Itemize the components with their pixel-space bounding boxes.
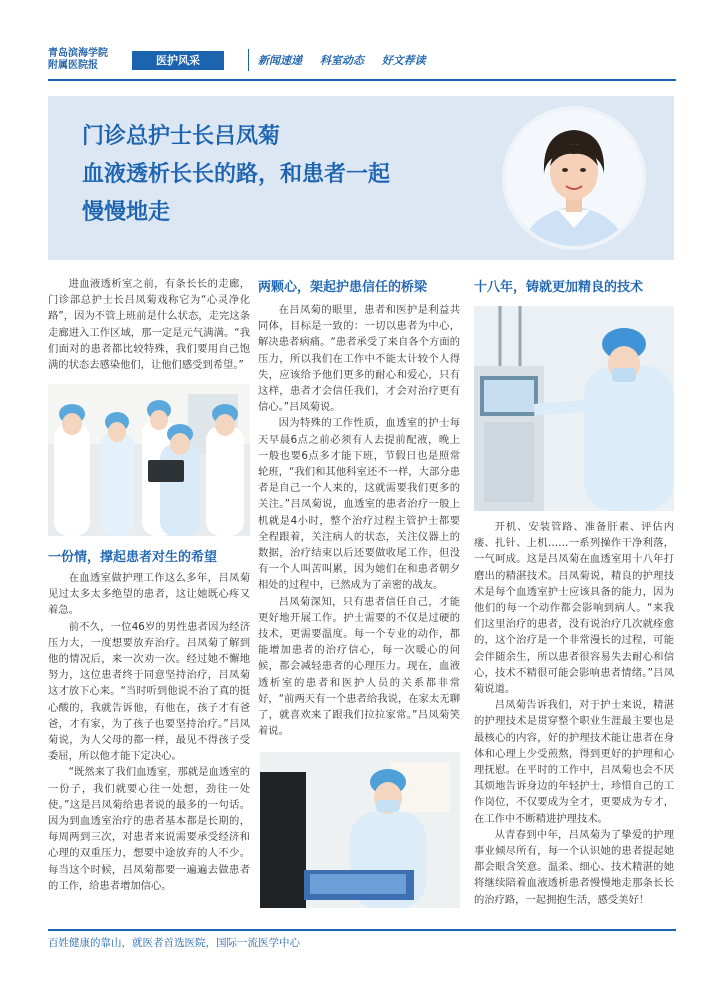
dialysis-machine-photo: [474, 306, 674, 511]
col1-paragraph: 在血透室做护理工作这么多年，吕凤菊见过太多太多绝望的患者，这让她既心疼又着急。: [48, 572, 250, 617]
footer-rule: [48, 929, 676, 931]
col1-paragraph: “既然来了我们血透室，那就是血透室的一份子，我们就要心往一处想，劲往一处使。”这是吕凤菊给患者说的最多的一句话。因为到血透室治疗的患者基本都是长期的，每周两到三次，对患者来说需要承受经济和心理的双重压力，想要中途放弃的人不少。每当这个时候，吕凤菊都要一遍遍去做患者的工作，给患者增加信心。: [48, 766, 250, 892]
nurse-at-computer-photo: [260, 752, 460, 908]
portrait-photo: [506, 110, 642, 246]
nav-links: [258, 52, 440, 68]
column-1: [48, 276, 250, 373]
nav-dept[interactable]: 科室动态: [319, 54, 364, 67]
column-3-body: [474, 519, 674, 908]
newspaper-brand: [48, 48, 114, 72]
col2-paragraph: 因为特殊的工作性质，血透室的护士每天早晨6点之前必须有人去提前配液，晚上一般也要6点多才能下班，节假日也是照常轮班，“我们和其他科室还不一样，大部分患者是自己一个人来的，这就需要我们更多的关注。”吕凤菊说，血透室的患者治疗一般上机就是4小时，整个治疗过程主管护士都要全程跟着，关注病人的状态，关注仪器上的数据，治疗结束以后还要做收尾工作，但没有一个人叫苦叫累，因为她们在和患者朝夕相处的过程中，已然成为了亲密的战友。: [258, 417, 460, 592]
column-2-body: [258, 302, 460, 739]
col2-paragraph: 在吕凤菊的眼里，患者和医护是利益共同体，目标是一致的：一切以患者为中心，解决患者病痛。“患者承受了来自各个方面的压力，所以我们在工作中不能太计较个人得失，应该给予他们更多的耐心和爱心，只有这样，患者才会信任我们，才会对治疗更有信心。”吕凤菊说。: [258, 304, 460, 414]
masthead: [48, 46, 676, 76]
hero-banner: [48, 96, 674, 260]
top-rule: [48, 79, 676, 81]
section-tag: 医护风采: [132, 51, 224, 70]
title-line-3: 慢慢地走: [82, 200, 171, 225]
nurses-group-photo: [48, 384, 250, 536]
col1-paragraph: 前不久，一位46岁的男性患者因为经济压力大，一度想要放弃治疗。吕凤菊了解到他的情况后，来一次劝一次。经过她不懈地努力，这位患者终于同意坚持治疗，吕凤菊这才放下心来。“当时听到他说不治了真的挺心酸的，我就告诉他，有他在，孩子才有爸爸，才有家，为了孩子也要坚持治疗。”吕凤菊说，为人父母的都一样，最见不得孩子受委屈，所以他才能下定决心。: [48, 620, 250, 763]
col3-paragraph: 从青春到中年，吕凤菊为了挚爱的护理事业倾尽所有，每一个认识她的患者提起她都会眼含笑意。温柔、细心、技术精湛的她将继续陪着血液透析患者慢慢地走那条长长的治疗路，一起拥抱生活，感受美好！: [474, 828, 674, 906]
heading-one-feeling: 一份情，撑起患者对生的希望: [48, 550, 218, 565]
intro-paragraph: 进血液透析室之前，有条长长的走廊，门诊部总护士长吕凤菊戏称它为“心灵净化路”，因为不管上班前是什么状态，走完这条走廊进入工作区域，那一定是元气满满。“我们面对的患者都比较特殊，我们要用自己饱满的状态去感染他们，让他们感受到希望。”: [48, 278, 250, 372]
title-line-1: 门诊总护士长吕凤菊: [82, 124, 281, 149]
heading-two-hearts: 两颗心，架起护患信任的桥梁: [258, 280, 428, 295]
article-title: [82, 118, 482, 232]
divider: [248, 49, 249, 71]
col2-paragraph: 吕凤菊深知，只有患者信任自己，才能更好地开展工作。护士需要的不仅是过硬的技术，更需要温度。每一个专业的动作，都能增加患者的治疗信心，每一次暖心的问候，都会减轻患者的心理压力。现在，血液透析室的患者和医护人员的关系都非常好，“前两天有一个患者给我说，在家太无聊了，就喜欢来了跟我们拉拉家常。”吕凤菊笑着说。: [258, 595, 460, 738]
col3-paragraph: 开机、安装管路、准备肝素、评估内瘘、扎针、上机……一系列操作干净利落，一气呵成。这是吕凤菊在血透室用十八年打磨出的精湛技术。吕凤菊说，精良的护理技术是每个血透室护士应该具备的能力，因为他们的每一个动作都会影响到病人。“来我们这里治疗的患者，没有说治疗几次就痊愈的，这个治疗是一个非常漫长的过程，可能会伴随余生，所以患者很容易失去耐心和信心，技术不精很可能会影响患者情绪。”吕凤菊说道。: [474, 521, 674, 696]
title-line-2: 血液透析长长的路，和患者一起: [82, 162, 391, 187]
brand-line2: 附属医院报: [48, 60, 98, 71]
column-1-body: [48, 570, 250, 894]
nav-news[interactable]: 新闻速递: [258, 54, 302, 67]
footer-slogan: 百姓健康的靠山，就医者首选医院，国际一流医学中心: [48, 937, 300, 949]
brand-line1: 青岛滨海学院: [48, 48, 108, 59]
heading-eighteen-years: 十八年，铸就更加精良的技术: [474, 280, 644, 295]
col3-paragraph: 吕凤菊告诉我们，对于护士来说，精湛的护理技术是贯穿整个职业生涯最主要也是最核心的内容，好的护理技术能让患者在身体和心理上少受煎熬，得到更好的护理和心理抚慰。在平时的工作中，吕凤菊也会不厌其烦地告诉身边的年轻护士，珍惜自己的工作岗位，不仅要成为全才，更要成为专才，在工作中不断精进护理技术。: [474, 699, 674, 825]
nav-reading[interactable]: 好文荐读: [381, 54, 426, 67]
